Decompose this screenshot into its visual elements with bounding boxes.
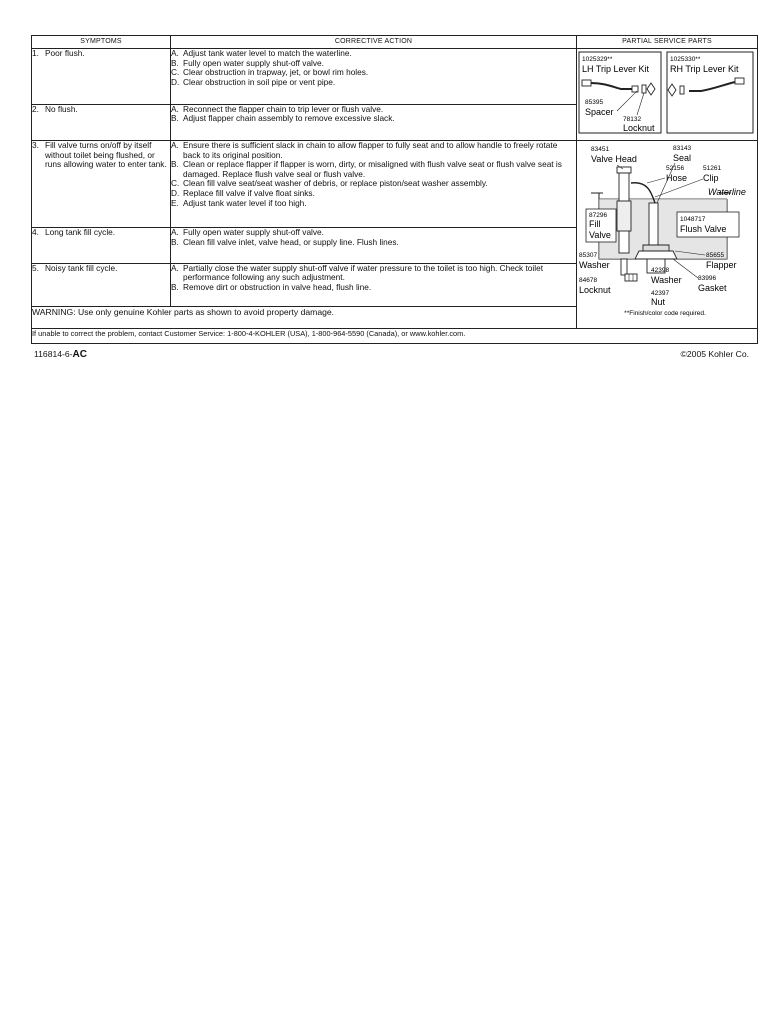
action-item <box>171 199 576 209</box>
action-item <box>171 141 576 160</box>
symptom-cell <box>32 228 171 263</box>
action-letter: E. <box>171 197 179 208</box>
washer-2-label: Washer <box>651 275 682 285</box>
document-number-suffix: AC <box>72 349 87 360</box>
action-text: Clean fill valve inlet, valve head, or supply line. Flush lines. <box>183 236 399 247</box>
rh-trip-lever-label: RH Trip Lever Kit <box>670 64 739 74</box>
action-text: Replace fill valve if valve float sinks. <box>183 187 315 198</box>
action-text: Adjust flapper chain assembly to remove excessive slack. <box>183 113 395 124</box>
action-cell <box>171 104 577 140</box>
action-letter: C. <box>171 67 180 78</box>
action-cell <box>171 141 577 228</box>
fill-valve-parts-cell <box>577 141 758 329</box>
hose-label: Hose <box>666 173 688 183</box>
action-text: Reconnect the flapper chain to trip lever or flush valve. <box>183 103 384 114</box>
symptom-entry <box>32 105 170 115</box>
action-text: Clear obstruction in trapway, jet, or bowl rim holes. <box>183 67 369 78</box>
action-text: Fully open water supply shut-off valve. <box>183 227 324 238</box>
trip-lever-kit-diagram <box>577 49 757 135</box>
lh-trip-lever-part-number: 1025329** <box>582 56 613 63</box>
action-text: Partially close the water supply shut-off valve if water pressure to the toilet is too high. Check toilet performance following any such adjustment. <box>183 262 544 283</box>
hose-part-number: 52156 <box>666 165 685 172</box>
symptom-entry <box>32 141 170 170</box>
locknut-2-label: Locknut <box>579 285 611 295</box>
action-letter: A. <box>171 262 179 273</box>
page-footer <box>31 349 757 363</box>
locknut-part-number: 78132 <box>623 116 642 123</box>
symptom-text: No flush. <box>45 103 78 114</box>
clip-label: Clip <box>703 173 719 183</box>
action-item <box>171 264 576 283</box>
fill-valve-label-line1: Fill <box>589 219 601 229</box>
locknut-2-part-number: 84678 <box>579 277 598 284</box>
symptom-cell <box>32 141 171 228</box>
action-letter: B. <box>171 281 179 292</box>
rh-trip-lever-part-number: 1025330** <box>670 56 701 63</box>
lh-trip-lever-label: LH Trip Lever Kit <box>582 64 650 74</box>
action-cell <box>171 228 577 263</box>
washer-2-part-number: 42398 <box>651 267 670 274</box>
seal-part-number: 83143 <box>673 145 692 152</box>
symptom-cell <box>32 263 171 307</box>
action-text: Clean fill valve seat/seat washer of debris, or replace piston/seat washer assembly. <box>183 178 488 189</box>
flapper-part-number: 85655 <box>706 252 725 259</box>
header-symptoms: SYMPTOMS <box>32 36 171 49</box>
action-letter: D. <box>171 187 180 198</box>
action-item <box>171 114 576 124</box>
action-letter: A. <box>171 103 179 114</box>
finish-code-note: **Finish/color code required. <box>624 310 706 317</box>
action-letter: B. <box>171 113 179 124</box>
warning-label: WARNING <box>32 307 74 318</box>
action-text: Ensure there is sufficient slack in chain to allow flapper to fully seat and to allow handle to freely rotate back to its original position. <box>183 140 558 160</box>
copyright-notice: ©2005 Kohler Co. <box>680 349 749 359</box>
troubleshooting-document <box>31 35 757 363</box>
warning-text: : Use only genuine Kohler parts as shown to avoid property damage. <box>73 307 335 318</box>
nut-label: Nut <box>651 297 666 307</box>
flush-valve-part-number: 1048717 <box>680 216 706 223</box>
spacer-part-number: 85395 <box>585 99 604 106</box>
action-text: Adjust tank water level to match the waterline. <box>183 48 352 58</box>
flapper-label: Flapper <box>706 260 737 270</box>
action-letter: A. <box>171 140 179 150</box>
action-text: Fully open water supply shut-off valve. <box>183 57 324 68</box>
lh-trip-lever-drawing <box>582 80 655 95</box>
header-corrective-action: CORRECTIVE ACTION <box>171 36 577 49</box>
symptom-number: 2. <box>32 103 39 114</box>
header-partial-service-parts: PARTIAL SERVICE PARTS <box>577 36 758 49</box>
action-text: Clear obstruction in soil pipe or vent pipe. <box>183 76 336 87</box>
gasket-label: Gasket <box>698 283 727 293</box>
flush-valve-label: Flush Valve <box>680 224 727 234</box>
action-item <box>171 238 576 248</box>
seal-label: Seal <box>673 153 692 163</box>
symptom-text: Fill valve turns on/off by itself without toilet being flushed, or runs allowing water to enter tank. <box>45 140 167 170</box>
fill-and-flush-valve-diagram <box>577 141 757 323</box>
symptom-number: 3. <box>32 140 39 150</box>
action-letter: B. <box>171 236 179 247</box>
action-text: Adjust tank water level if too high. <box>183 197 307 208</box>
gasket-part-number: 83996 <box>698 275 717 282</box>
action-letter: B. <box>171 159 179 170</box>
locknut-nut-drawing <box>625 274 637 281</box>
symptom-text: Noisy tank fill cycle. <box>45 262 118 273</box>
symptom-number: 1. <box>32 48 39 58</box>
valve-head-part-number: 83451 <box>591 146 610 153</box>
nut-part-number: 42397 <box>651 290 670 297</box>
clip-part-number: 51261 <box>703 165 722 172</box>
valve-head-label: Valve Head <box>591 154 637 164</box>
action-item <box>171 78 576 88</box>
fill-valve-label-line2: Valve <box>589 230 611 240</box>
waterline-label: Waterline <box>708 187 746 197</box>
fill-valve-part-number: 87296 <box>589 212 608 219</box>
document-number-base: 116814-6- <box>34 349 73 359</box>
symptom-text: Long tank fill cycle. <box>45 227 116 238</box>
symptom-entry <box>32 264 170 274</box>
action-cell <box>171 49 577 105</box>
customer-service-contact: If unable to correct the problem, contact Customer Service: 1-800-4-KOHLER (USA), 1-800-964-5590 (Canada), or www.kohler.com. <box>32 329 758 344</box>
action-letter: B. <box>171 57 179 68</box>
action-cell <box>171 263 577 307</box>
action-text: Clean or replace flapper if flapper is worn, dirty, or misaligned with flush valve seat or flush valve seat is damaged. Replace flush valve seal or flush valve. <box>183 159 562 179</box>
action-letter: A. <box>171 48 179 58</box>
symptom-text: Poor flush. <box>45 48 85 58</box>
symptom-cell <box>32 104 171 140</box>
trip-lever-parts-cell <box>577 49 758 141</box>
locknut-label: Locknut <box>623 123 655 133</box>
action-letter: D. <box>171 76 180 87</box>
rh-trip-lever-drawing <box>668 78 744 96</box>
troubleshooting-table <box>31 35 758 344</box>
spacer-label: Spacer <box>585 107 614 117</box>
symptom-number: 4. <box>32 227 39 238</box>
document-number <box>34 349 87 360</box>
symptom-cell <box>32 49 171 105</box>
action-letter: A. <box>171 227 179 238</box>
warning-banner <box>32 307 577 329</box>
washer-label: Washer <box>579 260 610 270</box>
symptom-entry <box>32 228 170 238</box>
action-text: Remove dirt or obstruction in valve head, flush line. <box>183 281 372 292</box>
symptom-number: 5. <box>32 262 39 273</box>
washer-part-number: 85307 <box>579 252 598 259</box>
action-item <box>171 160 576 179</box>
symptom-entry <box>32 49 170 59</box>
action-letter: C. <box>171 178 180 189</box>
action-item <box>171 283 576 293</box>
